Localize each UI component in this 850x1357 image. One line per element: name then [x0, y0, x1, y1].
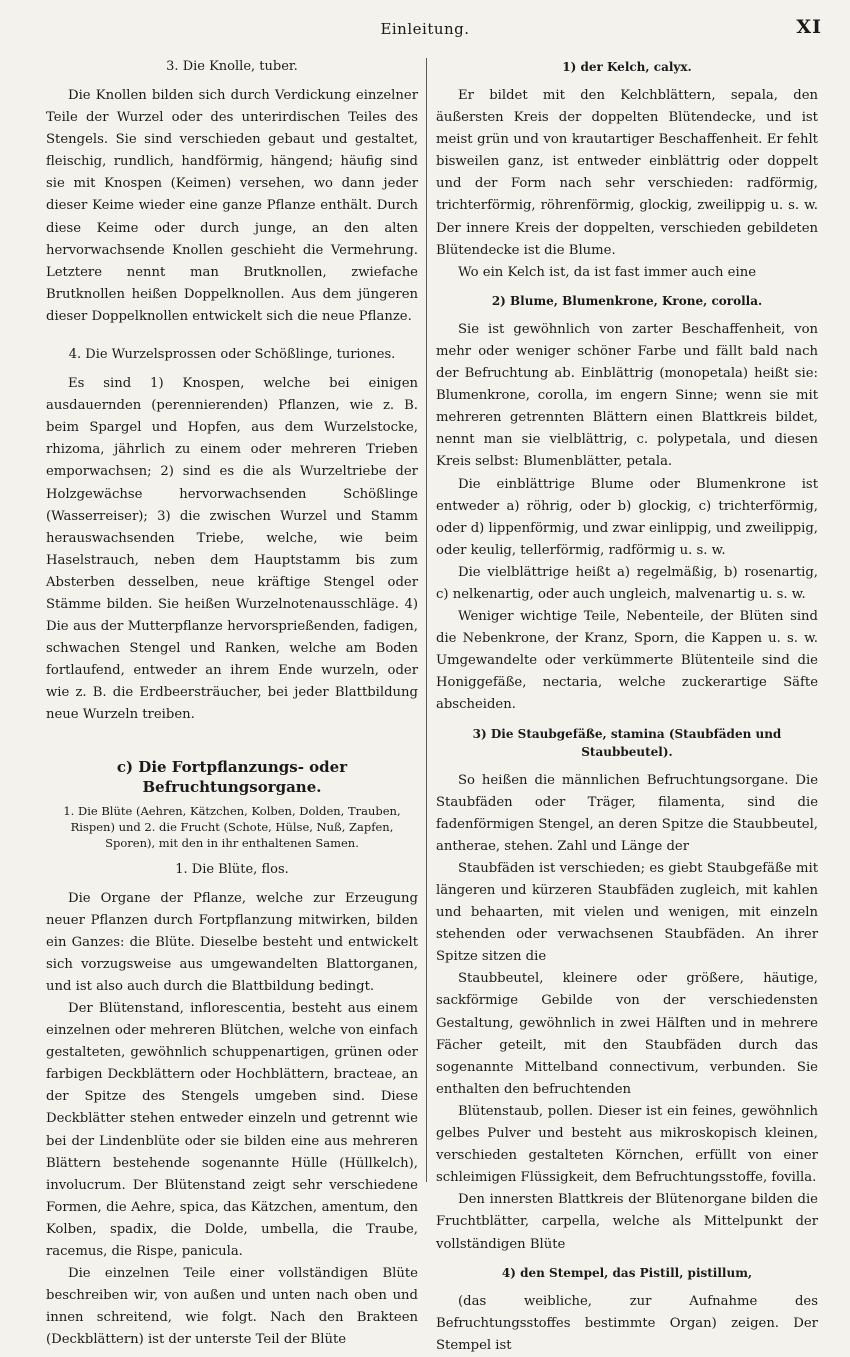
knolle-paragraph: Die Knollen bilden sich durch Verdickung einzelner Teile der Wurzel oder des unterirdischen Teiles des Stengels. Sie sind verschieden gebaut und gestaltet, fleischig, rundlich, handförmig, hängend; häufig sind sie mit Knospen (Keimen) versehen, wo dann jeder dieser Keime wieder eine ganze Pflanze enthält. Durch diese Keime oder durch junge, an den alten hervorwachsende Knollen geschieht die Vermehrung. Letztere nennt man Brutknollen, zwiefache Brutknollen heißen Doppelknollen. Aus dem jüngeren dieser Doppelknollen entwickelt sich die neue Pflanze.	[46, 88, 418, 324]
page-number: XI	[796, 16, 822, 38]
wurzelsprossen-heading: 4. Die Wurzelsprossen oder Schößlinge, turiones.	[68, 347, 396, 363]
blume-paragraph-1: Sie ist gewöhnlich von zarter Beschaffenheit, von mehr oder weniger schöner Farbe und fällt bald nach der Befruchtung ab. Einblättrig (monopetala) heißt sie: Blumenkrone, corolla, im engern Sinne; wenn sie mit mehreren getrennten Blättern einen Blattkreis bildet, nennt man sie vielblättrig, c. polypetala, und diesen Kreis selbst: Blumenblätter, petala.	[436, 321, 818, 470]
kelch-paragraph: Er bildet mit den Kelchblättern, sepala, den äußersten Kreis der doppelten Blütendecke, und ist meist grün und von krautartiger Beschaffenheit. Er fehlt bisweilen ganz, ist entweder einblättrig oder doppelt und der Form nach sehr verschieden: radförmig, trichterförmig, röhrenförmig, glockig, zweilippig u. s. w. Der innere Kreis der doppelten, verschieden gebildeten Blütendecke ist die Blume.	[436, 88, 818, 258]
blume-paragraph-4: Weniger wichtige Teile, Nebenteile, der Blüten sind die Nebenkrone, der Kranz, Sporn, die Kappen u. s. w. Umgewandelte oder verkümmerte Blütenteile sind die Honiggefäße, nectaria, welche zuckerartige Säfte abscheiden.	[436, 609, 818, 713]
right-column	[436, 58, 818, 1357]
staubgefaesse-paragraph-4: Blütenstaub, pollen. Dieser ist ein feines, gewöhnlich gelbes Pulver und besteht aus mikroskopisch kleinen, verschieden gestalteten Körnchen, erfüllt von einer schleimigen Flüssigkeit, dem Befruchtungsstoffe, fovilla.	[436, 1103, 818, 1186]
kelch-paragraph-2: Wo ein Kelch ist, da ist fast immer auch eine	[458, 264, 757, 280]
staubgefaesse-paragraph-3: Staubbeutel, kleinere oder größere, häutige, sackförmige Gebilde von der verschiedensten Gestaltung, gewöhnlich in zwei Hälften und in mehrere Fächer geteilt, mit den Staubfäden durch das sogenannte Mittelband connectivum, verbunden. Sie enthalten den befruchtenden	[436, 971, 818, 1097]
staubgefaesse-paragraph-1: So heißen die männlichen Befruchtungsorgane. Die Staubfäden oder Träger, filamenta, sind die fadenförmigen Stengel, an deren Spitze die Staubbeutel, antherae, stehen. Zahl und Länge der	[436, 772, 818, 854]
blume-heading: 2) Blume, Blumenkrone, Krone, corolla.	[491, 293, 763, 308]
blume-paragraph-3: Die vielblättrige heißt a) regelmäßig, b) rosenartig, c) nelkenartig, oder auch ungleich, malvenartig u. s. w.	[436, 564, 818, 602]
left-column	[46, 58, 418, 1352]
staubgefaesse-paragraph-5: Den innersten Blattkreis der Blütenorgane bilden die Fruchtblätter, carpella, welche als Mittelpunkt der vollständigen Blüte	[436, 1192, 818, 1252]
section-c-heading: c) Die Fortpflanzungs- oder Befruchtungsorgane.	[116, 757, 348, 796]
page-header	[0, 14, 850, 44]
bluete-heading: 1. Die Blüte, flos.	[175, 861, 289, 877]
blume-paragraph-2: Die einblättrige Blume oder Blumenkrone ist entweder a) röhrig, oder b) glockig, c) trichterförmig, oder d) lippenförmig, und zwar einlippig, und zweilippig, oder keulig, tellerförmig, radförmig u. s. w.	[436, 476, 818, 558]
stempel-paragraph: (das weibliche, zur Aufnahme des Befruchtungsstoffes bestimmte Organ) zeigen. Der Stempel ist	[436, 1293, 818, 1353]
staubgefaesse-heading: 3) Die Staubgefäße, stamina (Staubfäden und Staubbeutel).	[472, 726, 782, 759]
knolle-heading: 3. Die Knolle, tuber.	[166, 59, 298, 74]
section-c-subtitle: 1. Die Blüte (Aehren, Kätzchen, Kolben, Dolden, Trauben, Rispen) und 2. die Frucht (Schote, Hülse, Nuß, Zapfen, Sporen), mit den in ihr enthaltenen Samen.	[63, 803, 401, 850]
bluete-paragraph-3: Die einzelnen Teile einer vollständigen Blüte beschreiben wir, von außen und unten nach oben und innen schreitend, wie folgt. Nach den Brakteen (Deckblättern) ist der unterste Teil der Blüte	[46, 1266, 418, 1348]
stempel-heading: 4) den Stempel, das Pistill, pistillum,	[501, 1265, 753, 1280]
column-divider	[426, 58, 427, 1182]
running-title: Einleitung.	[380, 20, 470, 38]
bluete-paragraph-2: Der Blütenstand, inflorescentia, besteht aus einem einzelnen oder mehreren Blütchen, welche von einfach gestalteten, gewöhnlich schuppenartigen, grünen oder farbigen Deckblättern oder Hochblättern, bracteae, an der Spitze des Stengels umgeben sind. Diese Deckblätter stehen entweder einzeln und getrennt wie bei der Lindenblüte oder sie bilden eine aus mehreren Blättern bestehende sogenannte Hülle (Hüllkelch), involucrum. Der Blütenstand zeigt sehr verschiedene Formen, die Aehre, spica, das Kätzchen, amentum, den Kolben, spadix, die Dolde, umbella, die Traube, racemus, die Rispe, panicula.	[46, 1001, 418, 1260]
bluete-paragraph-1: Die Organe der Pflanze, welche zur Erzeugung neuer Pflanzen durch Fortpflanzung mitwirken, bilden ein Ganzes: die Blüte. Dieselbe besteht und entwickelt sich vorzugsweise aus umgewandelten Blattorganen, und ist also auch durch die Blattbildung bedingt.	[46, 890, 418, 994]
staubgefaesse-paragraph-2: Staubfäden ist verschieden; es giebt Staubgefäße mit längeren und kürzeren Staubfäden zugleich, mit kahlen und behaarten, mit vielen und wenigen, mit einzeln stehenden oder verwachsenen Staubfäden. An ihrer Spitze sitzen die	[436, 860, 818, 965]
kelch-heading: 1) der Kelch, calyx.	[562, 60, 692, 74]
wurzelsprossen-paragraph: Es sind 1) Knospen, welche bei einigen ausdauernden (perennierenden) Pflanzen, wie z. B. beim Spargel und Hopfen, aus dem Wurzelstocke, rhizoma, jährlich zu einem oder mehreren Trieben emporwachsen; 2) sind es die als Wurzeltriebe der Holzgewächse hervorwachsenden Schößlinge (Wasserreiser); 3) die zwischen Wurzel und Stamm herauswachsenden Triebe, welche, wie beim Haselstrauch, neben dem Hauptstamm bis zum Absterben desselben, neue kräftige Stengel oder Stämme bilden. Sie heißen Wurzelnotenausschläge. 4) Die aus der Mutterpflanze hervorsprießenden, fadigen, schwachen Stengel und Ranken, welche am Boden fortlaufend, entweder an ihrem Ende wurzeln, oder wie z. B. die Erdbeersträucher, bei jeder Blattbildung neue Wurzeln treiben.	[46, 376, 418, 723]
